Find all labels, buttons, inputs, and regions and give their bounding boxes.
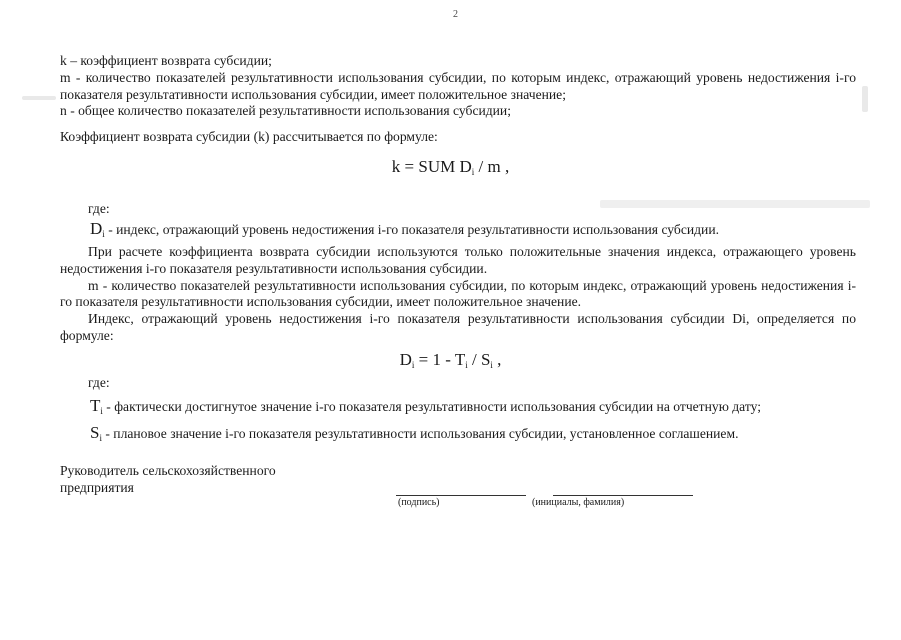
definition-d-text: - индекс, отражающий уровень недостижения i-го показателя результативности использования субсидии. <box>104 222 720 237</box>
formula-k-rhs: / m , <box>474 157 510 176</box>
symbol-t-subscript: i <box>100 406 103 416</box>
definition-n: n - общее количество показателей результативности использования субсидии; <box>60 103 511 119</box>
name-line <box>553 495 693 496</box>
formula-d-slash: / S <box>467 350 491 369</box>
formula-s-subscript: i <box>490 360 493 370</box>
formula-d-end: , <box>492 350 502 369</box>
name-caption: (инициалы, фамилия) <box>532 497 625 508</box>
paragraph-index-intro: Индекс, отражающий уровень недостижения i-го показателя результативности использования субсидии Di, определяется по формуле: <box>60 311 856 343</box>
definition-m: m - количество показателей результативности использования субсидии, по которым индекс, отражающий уровень недостижения i-го показателя результативности использования субсидии, имеет положительное значение; <box>60 69 856 102</box>
paragraph-m-definition: m - количество показателей результативности использования субсидии, по которым индекс, отражающий уровень недостижения i-го показателя результативности использования субсидии, имеет положительное значение. <box>60 277 856 310</box>
formula-k-subscript: i <box>471 167 475 177</box>
symbol-d-subscript: i <box>102 229 105 239</box>
symbol-s: S <box>90 423 100 442</box>
definition-s-text: - плановое значение i-го показателя результативности использования субсидии, установленное соглашением. <box>101 426 739 441</box>
formula-d-symbol: D <box>399 350 412 369</box>
scan-smudge <box>862 86 868 112</box>
symbol-d: D <box>90 219 103 238</box>
page-number: 2 <box>453 9 458 20</box>
signature-line <box>396 495 526 496</box>
signature-block <box>60 462 276 496</box>
definition-t <box>90 396 761 416</box>
explanation-block <box>60 244 856 345</box>
where-label-1: где: <box>88 201 110 216</box>
definition-d <box>90 219 719 239</box>
definition-t-text: - фактически достигнутое значение i-го показателя результативности использования субсидии на отчетную дату; <box>102 399 762 414</box>
formula-d <box>0 350 901 370</box>
formula-d-mid: = 1 - T <box>414 350 466 369</box>
symbol-t: T <box>90 396 101 415</box>
definition-k: k – коэффициент возврата субсидии; <box>60 53 272 68</box>
formula-k <box>0 157 901 177</box>
paragraph-positive-values: При расчете коэффициента возврата субсидии используются только положительные значения индекса, отражающего уровень недостижения i-го показателя результативности использования субсидии. <box>60 244 856 276</box>
formula-t-subscript: i <box>465 360 468 370</box>
signatory-title-line1: Руководитель сельскохозяйственного <box>60 463 276 478</box>
where-label-2: где: <box>88 375 110 390</box>
definition-s <box>90 423 738 443</box>
formula-intro: Коэффициент возврата субсидии (k) рассчитывается по формуле: <box>60 129 438 144</box>
symbol-s-subscript: i <box>99 433 102 443</box>
scan-smudge <box>22 96 56 100</box>
signatory-title-line2: предприятия <box>60 480 134 495</box>
signature-caption: (подпись) <box>398 497 440 508</box>
scan-smudge <box>600 200 870 208</box>
formula-k-lhs: k = SUM D <box>391 157 472 176</box>
definitions-block <box>60 53 856 120</box>
formula-d-subscript: i <box>411 360 415 370</box>
